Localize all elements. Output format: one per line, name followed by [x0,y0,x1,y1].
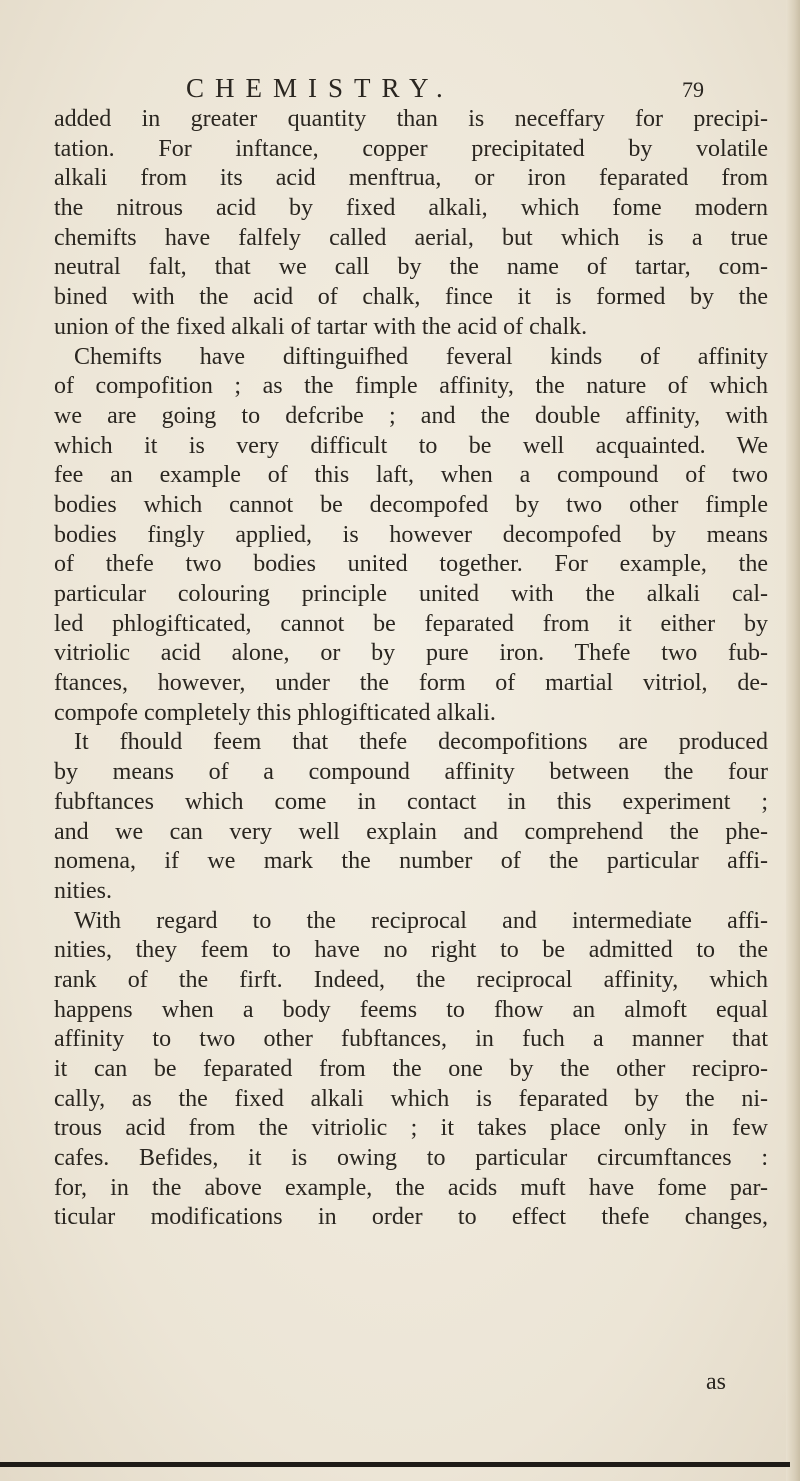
text-line: fee an example of this laft, when a compound of two [54,462,768,489]
text-line: Chemifts have diftinguifhed feveral kinds of affinity [74,343,768,370]
text-line: ticular modifications in order to effect thefe changes, [54,1204,768,1231]
text-line: by means of a compound affinity between the four [54,759,768,786]
text-line: it can be feparated from the one by the other recipro- [54,1056,768,1082]
text-line: of compofition ; as the fimple affinity, the nature of which [54,373,768,400]
text-line: and we can very well explain and comprehend the phe- [54,818,768,845]
text-line: nomena, if we mark the number of the particular affi- [54,848,768,875]
text-line: the nitrous acid by fixed alkali, which fome modern [54,195,768,222]
text-line: nities. [54,877,112,904]
text-line: particular colouring principle united with the alkali cal- [54,581,768,607]
text-line: union of the fixed alkali of tartar with the acid of chalk. [54,313,588,340]
text-line: for, in the above example, the acids muft have fome par- [54,1174,768,1201]
text-line: which it is very difficult to be well acquainted. We [54,432,768,459]
text-line: chemifts have falfely called aerial, but which is a true [54,224,768,251]
text-line: cally, as the fixed alkali which is feparated by the ni- [54,1085,768,1112]
page-bottom-edge [0,1462,790,1467]
text-line: bined with the acid of chalk, fince it is formed by the [54,284,768,311]
text-line: added in greater quantity than is neceffary for precipi- [54,106,768,132]
text-line: happens when a body feems to fhow an almoft equal [54,996,768,1023]
text-line: affinity to two other fubftances, in fuch a manner that [54,1026,768,1053]
text-line: alkali from its acid menftrua, or iron feparated from [54,165,768,192]
text-line: bodies fingly applied, is however decompofed by means [54,521,768,548]
text-line: we are going to defcribe ; and the double affinity, with [54,402,768,429]
text-line: fubftances which come in contact in this experiment ; [54,788,768,815]
text-line: trous acid from the vitriolic ; it takes place only in few [54,1115,768,1142]
page-number: 79 [682,77,704,102]
page-edge-shadow [786,0,800,1481]
text-line: rank of the firft. Indeed, the reciprocal affinity, which [54,966,768,993]
text-line: cafes. Befides, it is owing to particular circumftances : [54,1145,768,1172]
text-line: compofe completely this phlogifticated alkali. [54,699,496,726]
text-line: tation. For inftance, copper precipitated by volatile [54,135,768,162]
text-line: bodies which cannot be decompofed by two other fimple [54,491,768,518]
running-head-title: CHEMISTRY. [186,73,454,103]
text-line: of thefe two bodies united together. For example, the [54,551,768,578]
body-text [54,105,768,1233]
text-line: With regard to the reciprocal and intermediate affi- [74,907,768,934]
text-line: It fhould feem that thefe decompofitions are produced [74,729,768,756]
text-line: nities, they feem to have no right to be admitted to the [54,937,768,964]
catchword: as [706,1369,726,1395]
text-line: ftances, however, under the form of martial vitriol, de- [54,670,768,697]
text-line: vitriolic acid alone, or by pure iron. Thefe two fub- [54,640,768,667]
running-head [0,70,800,106]
text-line: neutral falt, that we call by the name of tartar, com- [54,254,768,281]
text-line: led phlogifticated, cannot be feparated from it either by [54,610,768,637]
